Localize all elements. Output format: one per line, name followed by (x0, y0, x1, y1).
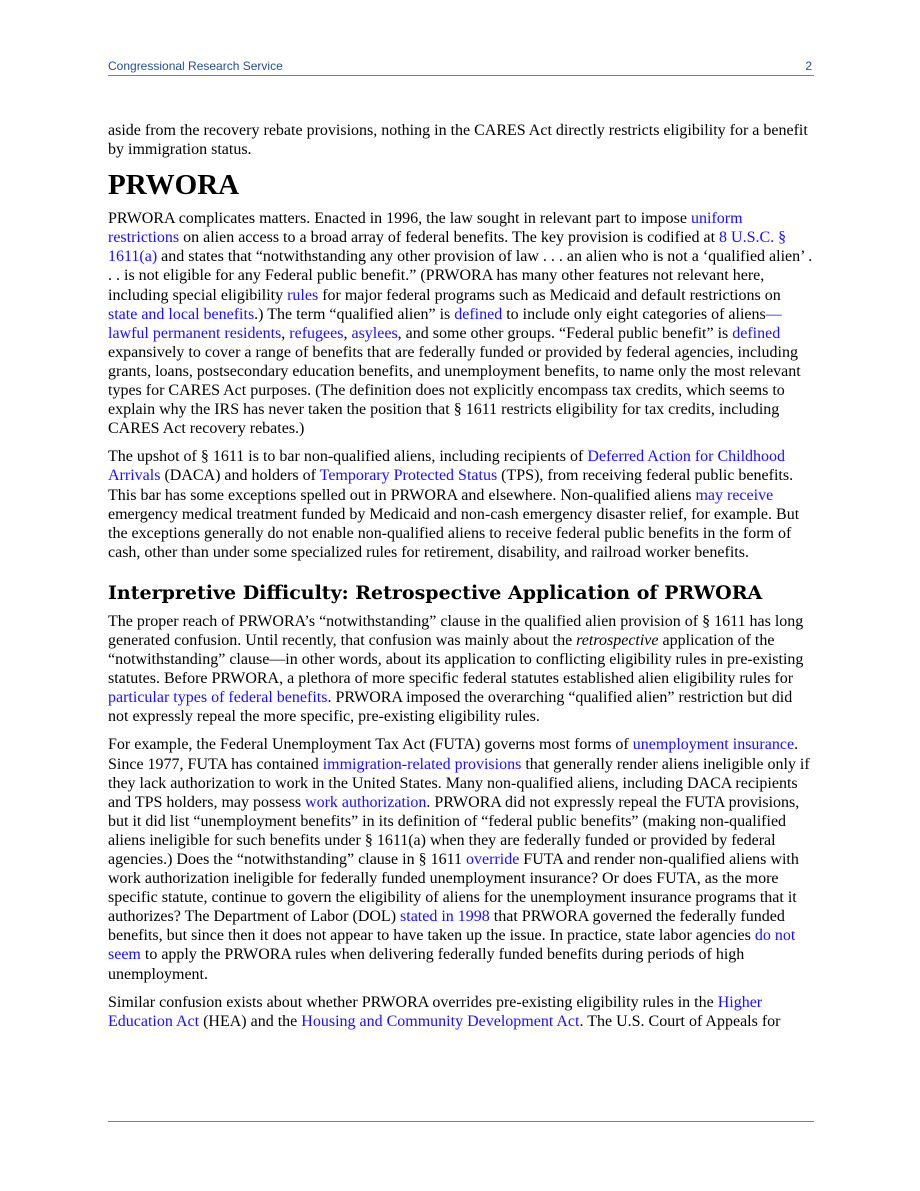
text: for major federal programs such as Medicaid and default restrictions on (318, 286, 781, 304)
text: FUTA and render non-qualified aliens with work authorization ineligible for federally funded unemployment insurance? Or does FUTA, as the more specific statute, continue to govern the eligibility of aliens for the unemployment insurance programs that it authorizes? The Department of Labor (DOL) (108, 851, 799, 926)
paragraph-futa-example (108, 735, 814, 983)
text: (HEA) and the (199, 1012, 302, 1030)
paragraph-upshot (108, 447, 814, 562)
text: .) The term “qualified alien” is (254, 305, 455, 323)
footer-rule (108, 1121, 814, 1122)
link-rules[interactable]: rules (287, 286, 319, 304)
text: PRWORA complicates matters. Enacted in 1996, the law sought in relevant part to impose (108, 210, 691, 228)
link-asylees[interactable]: asylees (351, 324, 398, 342)
document-body (108, 121, 814, 1040)
text: The proper reach of PRWORA’s “notwithstanding” clause in the qualified alien provision of § 1611 has long generated confusion. Until recently, that confusion was mainly about the (108, 612, 804, 649)
emphasis-retrospective: retrospective (576, 631, 659, 649)
text: Similar confusion exists about whether PRWORA overrides pre-existing eligibility rules in the (108, 993, 718, 1011)
text: aside from the recovery rebate provisions, nothing in the CARES Act directly restricts eligibility for a benefit by immigration status. (108, 122, 808, 159)
text: expansively to cover a range of benefits that are federally funded or provided by federal agencies, including grants, loans, postsecondary education benefits, and unemployment benefits, to name only the most relevant types for CARES Act purposes. (The definition does not explicitly encompass tax credits, which seems to explain why the IRS has never taken the position that § 1611 restricts eligibility for tax credits, including CARES Act recovery rebates.) (108, 343, 801, 438)
link-uniform-restrictions[interactable]: uniform restrictions (108, 210, 743, 247)
text: , (343, 324, 352, 342)
section-heading-prwora: PRWORA (108, 169, 240, 202)
header-rule (108, 75, 814, 76)
paragraph-notwithstanding-clause (108, 612, 814, 727)
link-refugees[interactable]: refugees (289, 324, 344, 342)
text: For example, the Federal Unemployment Tax Act (FUTA) governs most forms of (108, 736, 633, 754)
link-immigration-related-provisions[interactable]: immigration-related provisions (322, 755, 522, 773)
text: The upshot of § 1611 is to bar non-qualified aliens, including recipients of (108, 448, 588, 466)
link-state-and-local-benefits[interactable]: state and local benefits (108, 305, 255, 323)
text: . Since 1977, FUTA has contained (108, 736, 799, 773)
text: , and some other groups. “Federal public benefit” is (397, 324, 733, 342)
link-lawful-permanent-residents[interactable]: —lawful permanent residents (108, 305, 782, 342)
text: that PRWORA governed the federally funded benefits, but since then it does not appear to have taken up the issue. In practice, state labor agencies (108, 908, 785, 945)
link-work-authorization[interactable]: work authorization (305, 793, 427, 811)
page-number: 2 (805, 59, 812, 73)
running-header (108, 59, 814, 75)
link-override[interactable]: override (465, 851, 520, 868)
text: and states that “notwithstanding any other provision of law . . . an alien who is not a ‘qualified alien’ . . . is not eligible for any Federal public benefit.” (PRWORA has many other features not relevant here, including special eligibility (108, 248, 813, 304)
text: , (281, 324, 290, 342)
subsection-heading-interpretive-difficulty: Interpretive Difficulty: Retrospective Application of PRWORA (108, 581, 763, 604)
paragraph-prwora-overview (108, 209, 814, 438)
text: on alien access to a broad array of federal benefits. The key provision is codified at (179, 229, 720, 247)
text: that generally render aliens ineligible only if they lack authorization to work in the United States. Many non-qualified aliens, including DACA recipients and TPS holders, may possess (108, 755, 810, 811)
text: (DACA) and holders of (160, 467, 320, 485)
text: emergency medical treatment funded by Medicaid and non-cash emergency disaster relief, for example. But the exceptions generally do not enable non-qualified aliens to receive federal public benefits in the form of cash, other than under some specialized rules for retirement, disability, and railroad worker benefits. (108, 505, 800, 561)
text: to apply the PRWORA rules when delivering federally funded benefits during periods of high unemployment. (108, 946, 745, 983)
paragraph-intro (108, 121, 814, 159)
link-housing-community-development-act[interactable]: Housing and Community Development Act (301, 1012, 580, 1030)
link-daca[interactable]: Deferred Action for Childhood Arrivals (108, 448, 786, 485)
link-8-usc-1611a[interactable]: 8 U.S.C. § 1611(a) (108, 229, 787, 266)
link-temporary-protected-status[interactable]: Temporary Protected Status (319, 467, 498, 485)
text: to include only eight categories of aliens (502, 305, 766, 323)
text: . PRWORA imposed the overarching “qualified alien” restriction but did not expressly repeal the more specific, pre-existing eligibility rules. (108, 689, 793, 726)
link-may-receive[interactable]: may receive (695, 486, 774, 504)
link-defined-qualified-alien[interactable]: defined (454, 305, 503, 323)
link-particular-types-of-federal-benefits[interactable]: particular types of federal benefits (108, 689, 328, 707)
paragraph-hea-housing (108, 993, 814, 1031)
link-stated-in-1998[interactable]: stated in 1998 (400, 908, 490, 926)
text: . PRWORA did not expressly repeal the FUTA provisions, but it did list “unemployment benefits” in its definition of “federal public benefits” (making non-qualified aliens ineligible for such benefits under § 1611(a) when they are federally funded or provided by federal agencies.) Does the “notwithstanding” clause in § 1611 (108, 793, 800, 868)
text: application of the “notwithstanding” clause—in other words, about its application to conflicting eligibility rules in pre-existing statutes. Before PRWORA, a plethora of more specific federal statutes established alien eligibility rules for (108, 631, 804, 688)
link-unemployment-insurance[interactable]: unemployment insurance (632, 736, 795, 754)
text: . The U.S. Court of Appeals for (579, 1012, 781, 1030)
text: (TPS), from receiving federal public benefits. This bar has some exceptions spelled out in PRWORA and elsewhere. Non-qualified aliens (108, 467, 794, 504)
link-do-not-seem[interactable]: do not seem (108, 927, 796, 964)
header-organization: Congressional Research Service (108, 59, 283, 73)
link-higher-education-act[interactable]: Higher Education Act (108, 993, 763, 1030)
link-defined-federal-public-benefit[interactable]: defined (732, 324, 781, 342)
